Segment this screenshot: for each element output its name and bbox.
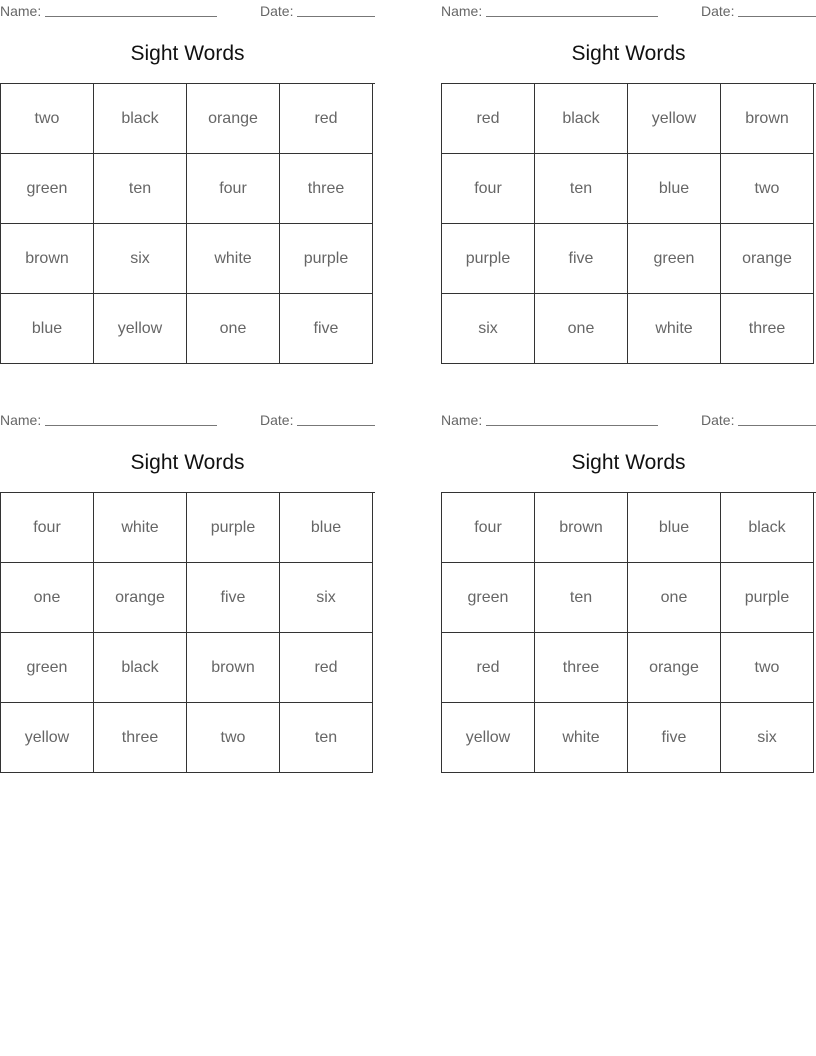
- word-grid: [0, 492, 375, 773]
- word-cell: red: [442, 633, 535, 703]
- date-blank-line: [738, 425, 816, 426]
- word-cell: ten: [280, 703, 373, 773]
- date-label: Date:: [260, 3, 294, 19]
- word-cell: ten: [535, 154, 628, 224]
- word-cell: orange: [187, 84, 280, 154]
- word-cell: six: [94, 224, 187, 294]
- word-cell: six: [721, 703, 814, 773]
- word-cell: purple: [280, 224, 373, 294]
- word-cell: blue: [280, 493, 373, 563]
- word-cell: black: [535, 84, 628, 154]
- name-label: Name:: [441, 412, 483, 428]
- word-cell: four: [442, 493, 535, 563]
- card-title: Sight Words: [571, 42, 686, 65]
- word-cell: four: [187, 154, 280, 224]
- word-cell: six: [442, 294, 535, 364]
- date-blank-line: [297, 16, 375, 17]
- word-cell: three: [535, 633, 628, 703]
- word-cell: yellow: [442, 703, 535, 773]
- word-cell: three: [94, 703, 187, 773]
- word-cell: five: [535, 224, 628, 294]
- name-blank-line: [45, 16, 217, 17]
- bingo-card: [441, 0, 816, 364]
- card-header: [0, 411, 375, 429]
- date-label: Date:: [701, 3, 735, 19]
- word-cell: brown: [721, 84, 814, 154]
- word-cell: white: [535, 703, 628, 773]
- word-cell: black: [721, 493, 814, 563]
- word-cell: ten: [535, 563, 628, 633]
- name-blank-line: [486, 425, 658, 426]
- name-label: Name:: [0, 412, 42, 428]
- word-cell: purple: [187, 493, 280, 563]
- word-cell: blue: [1, 294, 94, 364]
- word-cell: one: [187, 294, 280, 364]
- date-blank-line: [297, 425, 375, 426]
- word-cell: green: [628, 224, 721, 294]
- date-blank-line: [738, 16, 816, 17]
- word-cell: three: [280, 154, 373, 224]
- word-cell: purple: [442, 224, 535, 294]
- card-header: [0, 2, 375, 20]
- word-cell: green: [442, 563, 535, 633]
- word-cell: ten: [94, 154, 187, 224]
- word-cell: blue: [628, 154, 721, 224]
- word-grid: [0, 83, 375, 364]
- word-cell: red: [280, 84, 373, 154]
- word-cell: yellow: [94, 294, 187, 364]
- word-cell: yellow: [1, 703, 94, 773]
- word-cell: orange: [721, 224, 814, 294]
- name-label: Name:: [0, 3, 42, 19]
- word-cell: five: [628, 703, 721, 773]
- bingo-card: [0, 409, 375, 773]
- word-cell: four: [442, 154, 535, 224]
- card-title: Sight Words: [571, 451, 686, 474]
- word-cell: two: [721, 633, 814, 703]
- word-cell: red: [280, 633, 373, 703]
- word-cell: yellow: [628, 84, 721, 154]
- word-cell: purple: [721, 563, 814, 633]
- word-cell: five: [187, 563, 280, 633]
- word-cell: white: [628, 294, 721, 364]
- word-cell: brown: [1, 224, 94, 294]
- name-blank-line: [486, 16, 658, 17]
- word-cell: two: [187, 703, 280, 773]
- word-cell: two: [721, 154, 814, 224]
- card-title: Sight Words: [130, 42, 245, 65]
- date-label: Date:: [260, 412, 294, 428]
- word-cell: six: [280, 563, 373, 633]
- word-cell: orange: [628, 633, 721, 703]
- word-grid: [441, 492, 816, 773]
- word-cell: one: [628, 563, 721, 633]
- word-cell: black: [94, 84, 187, 154]
- word-cell: brown: [535, 493, 628, 563]
- card-header: [441, 2, 816, 20]
- name-label: Name:: [441, 3, 483, 19]
- word-cell: red: [442, 84, 535, 154]
- word-cell: brown: [187, 633, 280, 703]
- name-blank-line: [45, 425, 217, 426]
- word-cell: white: [187, 224, 280, 294]
- word-cell: one: [1, 563, 94, 633]
- word-cell: two: [1, 84, 94, 154]
- bingo-card: [0, 0, 375, 364]
- word-cell: blue: [628, 493, 721, 563]
- word-cell: one: [535, 294, 628, 364]
- word-cell: four: [1, 493, 94, 563]
- word-cell: orange: [94, 563, 187, 633]
- card-header: [441, 411, 816, 429]
- word-cell: green: [1, 154, 94, 224]
- word-cell: five: [280, 294, 373, 364]
- word-grid: [441, 83, 816, 364]
- word-cell: black: [94, 633, 187, 703]
- card-title: Sight Words: [130, 451, 245, 474]
- word-cell: green: [1, 633, 94, 703]
- word-cell: white: [94, 493, 187, 563]
- bingo-card: [441, 409, 816, 773]
- date-label: Date:: [701, 412, 735, 428]
- word-cell: three: [721, 294, 814, 364]
